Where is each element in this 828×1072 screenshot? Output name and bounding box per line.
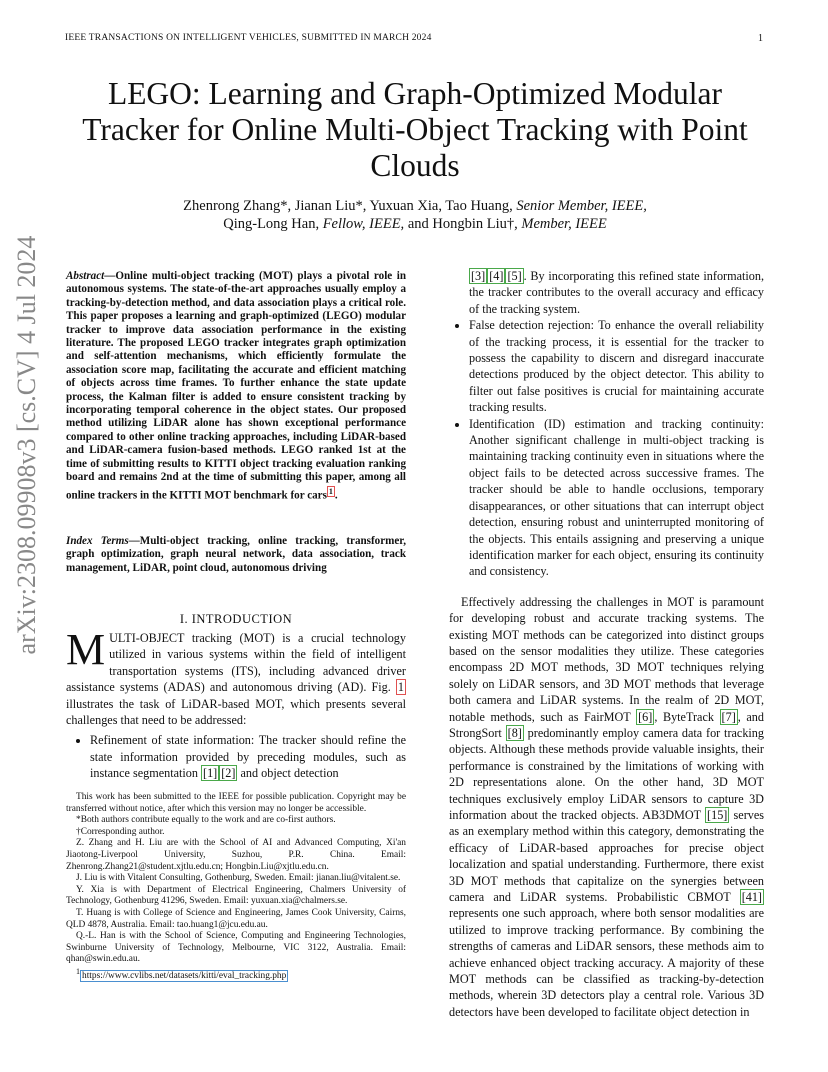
footnote-mark: 1 [76,966,80,976]
paragraph-text: serves as an exemplary method within this category, demonstrating the efficacy of LiDAR-based approaches for precise object localization and spatial understanding. Furthermore, there exist 3D MOT methods that capitalize on the synergies between camera and LiDAR systems. Probabilistic CBMOT [449,808,764,905]
citation-link[interactable]: [4] [489,269,504,283]
citation-link[interactable]: [8] [507,725,522,740]
bullet-text: Refinement of state information: The tracker should refine the state information provided by preceding modules, such as instance segmentation [90,733,406,781]
figure-link[interactable]: 1 [397,680,404,695]
footnote: *Both authors contribute equally to the work and are co-first authors. [76,815,336,826]
list-item: • False detection rejection: To enhance the overall reliability of the tracking process, it is essential for the tracker to possess the capability to discern and disregard inaccurate detections produced by the object detector. This ability to filter out false positives is crucial for maintaining accurate tracking results. [469,317,764,415]
list-item [90,732,406,781]
footnote: Z. Zhang and H. Liu are with the School of AI and Advanced Computing, Xi'an Jiaotong-Liverpool University, Suzhou, P.R. China. Email: Zhenrong.Zhang21@student.xjtlu.edu.cn; Hongbin.Liu@xjtlu.edu.cn. [66,838,406,872]
footnote: Y. Xia is with Department of Electrical Engineering, Chalmers University of Technology, Gothenburg 41296, Sweden. Email: yuxuan.xia@chalmers.se. [66,884,406,907]
author-list [90,197,740,233]
abstract-label: Abstract [66,270,105,282]
drop-cap: M [66,625,106,674]
challenge-list [66,732,406,781]
kitti-url-link[interactable]: https://www.cvlibs.net/datasets/kitti/eval_tracking.php [82,971,287,982]
citation-link[interactable]: [3] [471,269,486,283]
abstract-text: —Online multi-object tracking (MOT) plays a pivotal role in autonomous systems. The state-of-the-art approaches usually employ a tracking-by-detection method, and data association plays a critical role. This paper proposes a learning and graph-optimized (LEGO) modular tracker to improve data association performance in the existing literature. The proposed LEGO tracker integrates graph optimization and self-attention mechanisms, which efficiently formulate the association score map, facilitating the accurate and efficient matching of objects across time frames. To further enhance the state update process, the Kalman filter is added to ensure consistent tracking by incorporating temporal coherence in the object states. Our proposed method utilizing LiDAR alone has shown exceptional performance compared to other online tracking approaches, including LiDAR-based and LiDAR-camera fusion-based methods. LEGO ranked 1st at the time of submitting results to KITTI object tracking evaluation ranking board and remains 2nd at the time of submitting this paper, among all online trackers in the KITTI MOT benchmark for cars [66,270,406,502]
paragraph-text: , ByteTrack [654,709,720,724]
citation-link[interactable]: [15] [707,808,728,822]
bullet-continuation [449,268,764,317]
paragraph-text: predominantly employ camera data for tracking objects. Although these methods provide valuable insights, their performance is constrained by the limitations of working with 2D representations alone. On the other hand, 3D MOT techniques exclusively employ LiDAR sensors to capture 3D information about the tracked objects. AB3DMOT [449,725,764,822]
index-terms [66,535,406,575]
intro-text [66,625,406,782]
author-role: Member, IEEE [521,216,607,232]
citation-link[interactable]: [41] [741,890,762,905]
footnotes [66,792,406,983]
authors-line2b: and Hongbin Liu†, [404,216,522,232]
citation-link[interactable]: [5] [507,269,522,283]
footnote: J. Liu is with Vitalent Consulting, Gothenburg, Sweden. Email: jianan.liu@vitalent.se. [76,873,401,884]
author-role: Fellow, IEEE, [322,216,405,232]
section-heading: I. INTRODUCTION [179,612,293,626]
citation-link[interactable]: [1] [203,766,218,781]
intro-lead-end: illustrates the task of LiDAR-based MOT, which presents several challenges that need to be addressed: [66,696,406,728]
abstract [66,270,406,503]
list-item: • Identification (ID) estimation and tracking continuity: Another significant challenge in multi-object tracking is maintaining tracking continuity even in situations where the object fails to be detected across successive frames. The tracker should be able to handle occlusions, temporary disappearances, or other situations that can interrupt object detection, ensuring robust and uninterrupted monitoring of the objects. This entails assigning and preserving a unique identification marker for each object, ensuring its continuity and consistency. [469,416,764,580]
footnote: T. Huang is with College of Science and Engineering, James Cook University, Cairns, QLD 4878, Australia. Email: tao.huang1@jcu.edu.au. [66,907,406,930]
intro-lead: ULTI-OBJECT tracking (MOT) is a crucial technology utilized in various systems within the field of intelligent transportation systems (ITS), including advanced driver assistance systems (ADAS) and autonomous driving (AD). Fig. [66,631,406,695]
paragraph-text: , and StrongSort [449,709,764,740]
arxiv-watermark: arXiv:2308.09908v3 [cs.CV] 4 Jul 2024 [12,235,41,655]
footnote-link[interactable]: 1 [328,486,333,496]
bullet-text-end: and object detection [237,766,339,781]
paragraph-text: represents one such approach, where both sensor modalities are utilized to improve tracking performance. By combining the strengths of cameras and LiDAR sensors, these methods aim to achieve enhanced object tracking accuracy. A majority of these MOT methods can be classified as tracking-by-detection methods, wherein 3D detectors play a central role. Various 3D detectors have been developed to facilitate object detection in [449,906,764,1019]
index-terms-label: Index Terms [66,535,129,547]
index-terms-text: —Multi-object tracking, online tracking, transformer, graph optimization, graph neural network, data association, track management, LiDAR, point cloud, autonomous driving [66,535,406,574]
citation-link[interactable]: [6] [638,709,653,724]
challenge-list-cont [449,317,764,580]
authors-line2a: Qing-Long Han, [223,216,323,232]
body-paragraph [449,594,764,1021]
footnote-url [66,966,406,983]
authors-line1: Zhenrong Zhang*, Jianan Liu*, Yuxuan Xia, Tao Huang, [183,198,517,214]
citation-link[interactable]: [2] [221,766,236,781]
citation-link[interactable]: [7] [721,709,736,724]
bullet-text: . By incorporating this refined state information, the tracker contributes to the overall accuracy and efficacy of the tracking system. [469,269,764,316]
paper-title: LEGO: Learning and Graph-Optimized Modular Tracker for Online Multi-Object Tracking with Point Clouds [82,76,748,183]
abstract-end: . [334,489,338,502]
page-number: 1 [758,33,763,44]
running-header: IEEE TRANSACTIONS ON INTELLIGENT VEHICLES, SUBMITTED IN MARCH 2024 [65,33,432,43]
author-role: Senior Member, IEEE, [516,198,647,214]
footnote: This work has been submitted to the IEEE for possible publication. Copyright may be transferred without notice, after which this version may no longer be accessible. [66,792,406,814]
footnote: Q.-L. Han is with the School of Science, Computing and Engineering Technologies, Swinburne University of Technology, Melbourne, VIC 3122, Australia. Email: qhan@swin.edu.au. [66,931,406,965]
footnote: †Corresponding author. [76,826,165,837]
right-column [449,268,764,1020]
paragraph-text: Effectively addressing the challenges in MOT is paramount for developing robust and accurate tracking systems. The existing MOT methods can be categorized into distinct groups based on the sensor modalities they utilize. These categories encompass 2D MOT methods, 3D MOT techniques relying solely on LiDAR sensors, and 3D MOT methods that leverage both camera and LiDAR systems. In the realm of 2D MOT, notable methods, such as FairMOT [449,594,764,724]
